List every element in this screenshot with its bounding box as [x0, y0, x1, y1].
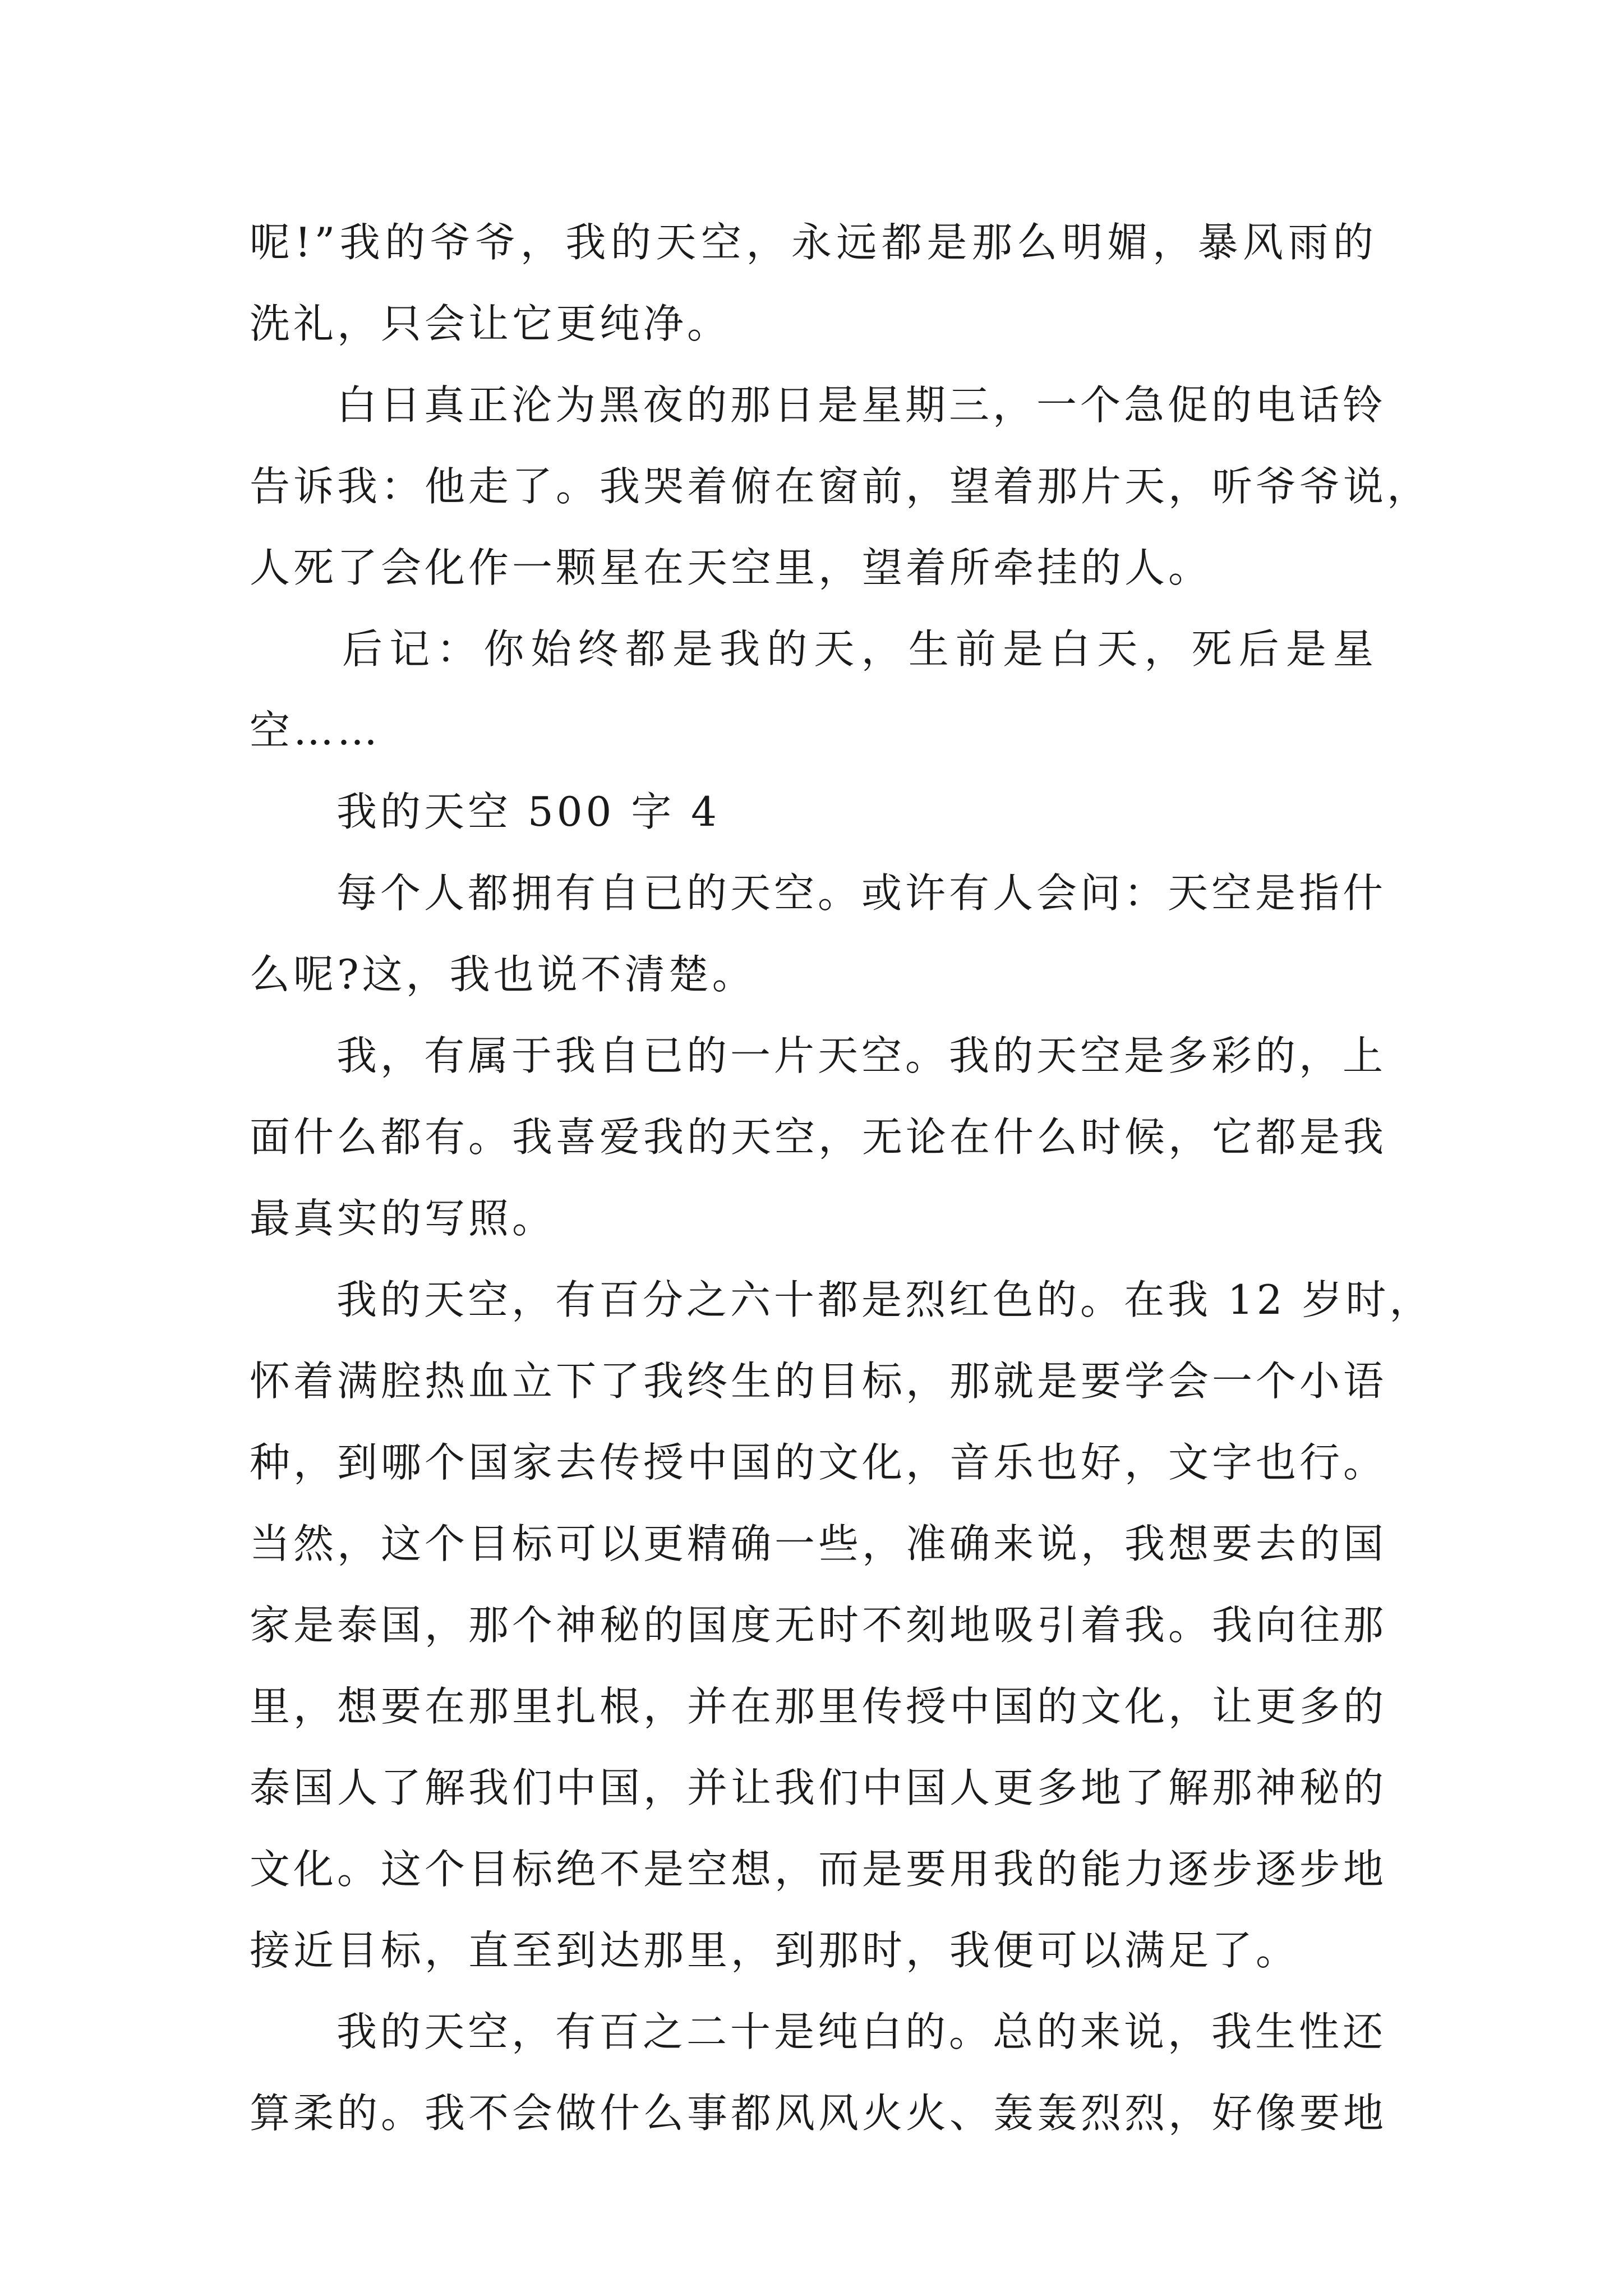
afterword-line: 后记：你始终都是我的天，生前是白天，死后是星 — [342, 625, 1377, 673]
paragraph-start-line: 每个人都拥有自已的天空。或许有人会问：天空是指什 — [336, 869, 1387, 917]
text-line: 最真实的写照。 — [250, 1195, 556, 1242]
text-line: 人死了会化作一颗星在天空里，望着所牵挂的人。 — [250, 544, 1212, 591]
text-line: 面什么都有。我喜爱我的天空，无论在什么时候，它都是我 — [250, 1114, 1387, 1161]
text-line: 算柔的。我不会做什么事都风风火火、轰轰烈烈，好像要地 — [250, 2090, 1387, 2137]
paragraph-start-line: 我的天空，有百之二十是纯白的。总的来说，我生性还 — [336, 2008, 1387, 2055]
paragraph-start-line: 我，有属于我自已的一片天空。我的天空是多彩的，上 — [336, 1032, 1387, 1079]
text-line: 么呢?这，我也说不清楚。 — [250, 951, 756, 998]
paragraph-start-line: 白日真正沦为黑夜的那日是星期三，一个急促的电话铃 — [336, 381, 1387, 429]
text-line: 种，到哪个国家去传授中国的文化，音乐也好，文字也行。 — [250, 1439, 1387, 1486]
text-line: 文化。这个目标绝不是空想，而是要用我的能力逐步逐步地 — [250, 1846, 1387, 1893]
text-line: 里，想要在那里扎根，并在那里传授中国的文化，让更多的 — [250, 1683, 1387, 1730]
text-line: 当然，这个目标可以更精确一些，准确来说，我想要去的国 — [250, 1520, 1387, 1567]
text-line: 洗礼，只会让它更纯净。 — [250, 300, 731, 347]
document-body — [250, 202, 1433, 2154]
section-heading: 我的天空 500 字 4 — [336, 788, 720, 835]
text-line: 呢!”我的爷爷，我的天空，永远都是那么明媚，暴风雨的 — [250, 219, 1377, 266]
text-line: 空…… — [250, 707, 381, 754]
text-line: 告诉我：他走了。我哭着俯在窗前，望着那片天，听爷爷说， — [250, 463, 1431, 510]
text-line: 接近目标，直至到达那里，到那时，我便可以满足了。 — [250, 1927, 1300, 1974]
text-line: 怀着满腔热血立下了我终生的目标，那就是要学会一个小语 — [250, 1358, 1387, 1405]
text-line: 泰国人了解我们中国，并让我们中国人更多地了解那神秘的 — [250, 1764, 1387, 1811]
text-line: 家是泰国，那个神秘的国度无时不刻地吸引着我。我向往那 — [250, 1602, 1387, 1649]
paragraph-start-line: 我的天空，有百分之六十都是烈红色的。在我 12 岁时， — [336, 1276, 1433, 1323]
